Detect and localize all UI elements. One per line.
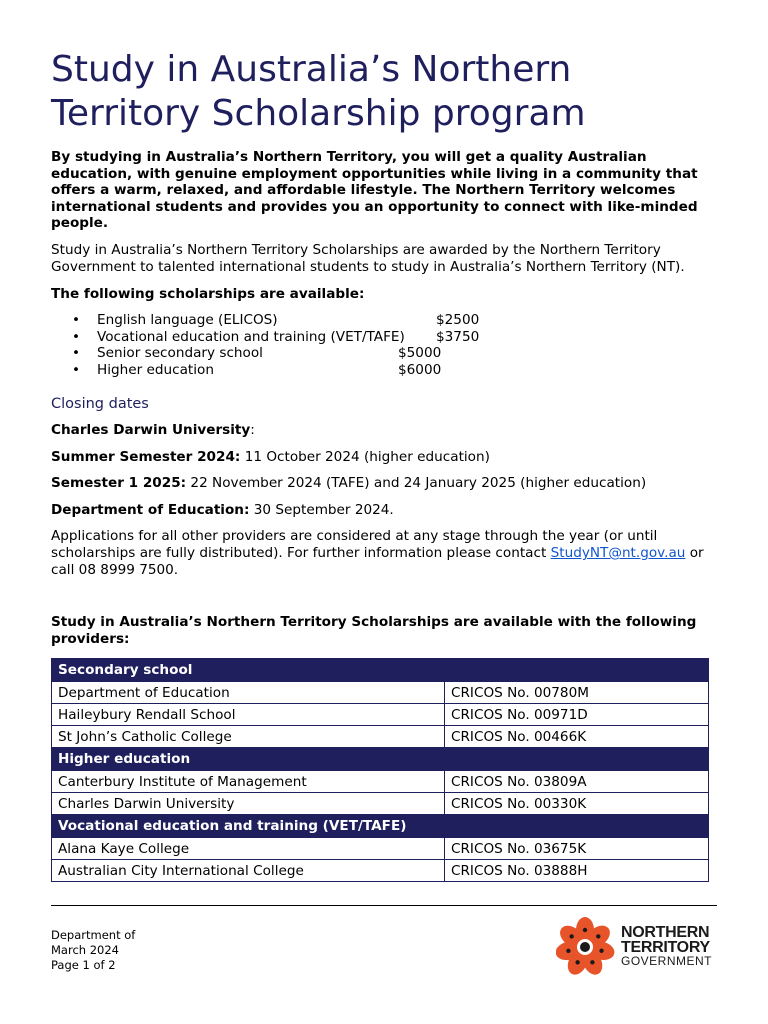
bullet-icon: •	[72, 312, 81, 328]
table-row	[52, 793, 709, 815]
provider-cricos: CRICOS No. 00780M	[445, 682, 709, 704]
provider-cricos: CRICOS No. 03809A	[445, 771, 709, 793]
provider-group-header	[52, 659, 709, 682]
doe-label: Department of Education:	[51, 502, 250, 518]
table-row	[52, 682, 709, 704]
provider-group-header	[52, 815, 709, 838]
provider-cricos: CRICOS No. 00466K	[445, 726, 709, 748]
scholarship-item	[51, 329, 717, 346]
providers-heading: Study in Australia’s Northern Territory Scholarships are available with the following providers:	[51, 614, 697, 647]
summer-semester-line	[51, 449, 717, 466]
provider-group-title: Vocational education and training (VET/TAFE)	[52, 815, 709, 838]
applications-text: Applications for all other providers are considered at any stage through the year (or until scholarships are fully distributed). For further information please contact	[51, 528, 658, 561]
scholarship-name: Higher education	[97, 361, 214, 378]
nt-government-logo	[556, 916, 722, 978]
provider-name: Canterbury Institute of Management	[52, 771, 445, 793]
scholarship-name: Senior secondary school	[97, 345, 263, 362]
footer	[51, 928, 135, 973]
footer-department: Department of	[51, 928, 136, 942]
scholarship-item	[51, 362, 717, 379]
sem1-label: Semester 1 2025:	[51, 475, 187, 491]
provider-group-header	[52, 748, 709, 771]
scholarships-heading: The following scholarships are available:	[51, 286, 365, 302]
provider-name: Charles Darwin University	[52, 793, 445, 815]
bullet-icon: •	[72, 328, 81, 345]
provider-cricos: CRICOS No. 03675K	[445, 838, 709, 860]
provider-group-title: Secondary school	[52, 659, 709, 682]
applications-paragraph	[51, 528, 717, 579]
logo-line-territory: TERRITORY	[621, 939, 710, 956]
provider-name: Haileybury Rendall School	[52, 704, 445, 726]
table-row	[52, 771, 709, 793]
provider-group-title: Higher education	[52, 748, 709, 771]
table-row	[52, 704, 709, 726]
scholarship-list	[51, 312, 717, 378]
cdu-label: Charles Darwin University	[51, 422, 251, 438]
table-row	[52, 860, 709, 882]
footer-divider	[51, 905, 717, 906]
provider-name: St John’s Catholic College	[52, 726, 445, 748]
table-row	[52, 726, 709, 748]
provider-name: Australian City International College	[52, 860, 445, 882]
summer-label: Summer Semester 2024:	[51, 449, 241, 465]
awarded-paragraph: Study in Australia’s Northern Territory Scholarships are awarded by the Northern Territory Government to talented international students to study in Australia’s Northern Territory (NT).	[51, 242, 685, 275]
provider-cricos: CRICOS No. 00971D	[445, 704, 709, 726]
providers-table	[51, 658, 709, 882]
page-title: Study in Australia’s Northern Territory Scholarship program	[51, 49, 586, 134]
summer-date: 11 October 2024 (higher education)	[240, 449, 490, 465]
scholarship-amount: $5000	[398, 345, 442, 362]
scholarship-item	[51, 312, 717, 329]
logo-line-northern: NORTHERN	[621, 924, 710, 941]
scholarship-item	[51, 345, 717, 362]
scholarship-amount: $6000	[398, 361, 442, 378]
bullet-icon: •	[72, 345, 81, 362]
doe-closing-line	[51, 502, 717, 519]
closing-dates-heading: Closing dates	[51, 396, 149, 412]
scholarship-name: Vocational education and training (VET/TAFE)	[97, 328, 405, 345]
intro-paragraph: By studying in Australia’s Northern Territory, you will get a quality Australian education, with genuine employment opportunities while living in a community that offers a warm, relaxed, and affordable lifestyle. The Northern Territory welcomes international students and provides you an opportunity to connect with like-minded people.	[51, 149, 698, 232]
footer-page-number: Page 1 of 2	[51, 958, 116, 972]
logo-line-government: GOVERNMENT	[621, 954, 713, 968]
contact-email-link[interactable]: StudyNT@nt.gov.au	[550, 545, 686, 561]
provider-cricos: CRICOS No. 03888H	[445, 860, 709, 882]
provider-name: Department of Education	[52, 682, 445, 704]
applications-tail: or call 08 8999 7500.	[51, 545, 704, 578]
scholarship-amount: $2500	[436, 312, 480, 328]
bullet-icon: •	[72, 361, 81, 378]
provider-cricos: CRICOS No. 00330K	[445, 793, 709, 815]
logo-wordmark	[621, 925, 712, 968]
scholarship-amount: $3750	[436, 328, 480, 345]
scholarship-name: English language (ELICOS)	[97, 312, 278, 328]
semester-1-line	[51, 475, 717, 492]
footer-date: March 2024	[51, 943, 119, 957]
cdu-suffix: :	[250, 422, 255, 438]
flower-emblem-icon	[556, 916, 616, 978]
provider-name: Alana Kaye College	[52, 838, 445, 860]
table-row	[52, 838, 709, 860]
cdu-closing-line	[51, 422, 717, 439]
sem1-dates: 22 November 2024 (TAFE) and 24 January 2025 (higher education)	[186, 475, 647, 491]
doe-date: 30 September 2024.	[249, 502, 394, 518]
